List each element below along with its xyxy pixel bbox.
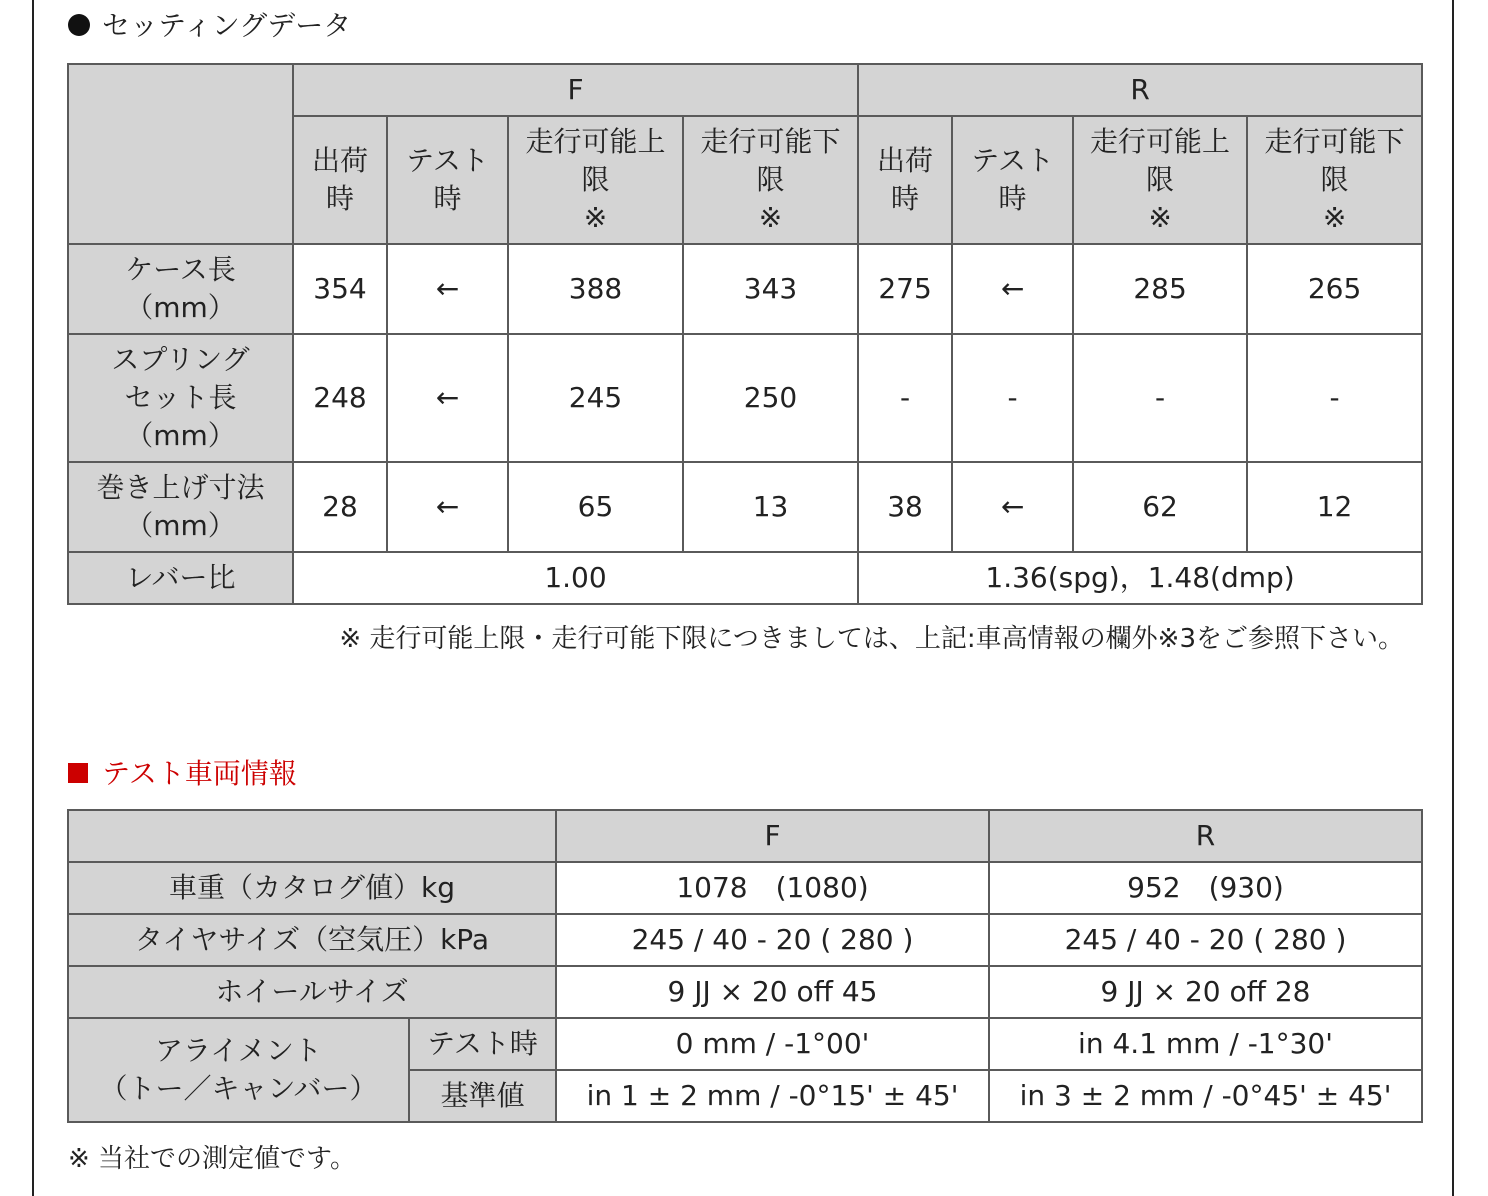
lever-ratio-f: 1.00 bbox=[293, 552, 858, 604]
setting-row-lever-ratio bbox=[68, 552, 1422, 604]
setting-data-table bbox=[67, 63, 1423, 605]
alignment-test-label: テスト時 bbox=[409, 1018, 556, 1070]
alignment-test-f: 0 mm / -1°00' bbox=[556, 1018, 989, 1070]
wheel-size-r: 9 JJ × 20 off 28 bbox=[989, 966, 1422, 1018]
vehicle-footnote: ※ 当社での測定値です。 bbox=[68, 1144, 356, 1174]
cell: 275 bbox=[858, 244, 952, 334]
row-label-preload: 巻き上げ寸法 （mm） bbox=[68, 462, 293, 552]
cell: - bbox=[858, 334, 952, 462]
cell: 388 bbox=[508, 244, 683, 334]
lever-ratio-r: 1.36(spg)，1.48(dmp) bbox=[858, 552, 1422, 604]
vehicle-col-f: F bbox=[556, 810, 989, 862]
vehicle-row-weight bbox=[68, 862, 1422, 914]
cell: 13 bbox=[683, 462, 858, 552]
cell: ← bbox=[387, 462, 508, 552]
circle-bullet-icon bbox=[68, 14, 90, 36]
setting-corner-cell bbox=[68, 64, 293, 244]
row-label-spring-set-length: スプリング セット長 （mm） bbox=[68, 334, 293, 462]
setting-row-spring-set-length bbox=[68, 334, 1422, 462]
header-r-lower-limit: 走行可能下 限 ※ bbox=[1247, 116, 1422, 244]
setting-section-title bbox=[68, 9, 352, 42]
header-f-test: テスト 時 bbox=[387, 116, 508, 244]
row-label-alignment: アライメント （トー／キャンバー） bbox=[68, 1018, 409, 1122]
vehicle-corner-cell bbox=[68, 810, 556, 862]
weight-f: 1078 (1080) bbox=[556, 862, 989, 914]
alignment-test-r: in 4.1 mm / -1°30' bbox=[989, 1018, 1422, 1070]
cell: 28 bbox=[293, 462, 387, 552]
vehicle-row-wheel-size bbox=[68, 966, 1422, 1018]
cell: - bbox=[952, 334, 1073, 462]
setting-title-text: セッティングデータ bbox=[102, 9, 352, 42]
cell: 65 bbox=[508, 462, 683, 552]
cell: 343 bbox=[683, 244, 858, 334]
cell: - bbox=[1247, 334, 1422, 462]
cell: 38 bbox=[858, 462, 952, 552]
cell: ← bbox=[387, 244, 508, 334]
header-r-shipping: 出荷 時 bbox=[858, 116, 952, 244]
cell: 12 bbox=[1247, 462, 1422, 552]
cell: - bbox=[1073, 334, 1247, 462]
alignment-standard-r: in 3 ± 2 mm / -0°45' ± 45' bbox=[989, 1070, 1422, 1122]
setting-footnote: ※ 走行可能上限・走行可能下限につきましては、上記:車高情報の欄外※3をご参照下さい。 bbox=[339, 624, 1404, 654]
cell: 250 bbox=[683, 334, 858, 462]
frame-left-border bbox=[32, 0, 34, 1196]
header-f-lower-limit: 走行可能下 限 ※ bbox=[683, 116, 858, 244]
header-f-shipping: 出荷 時 bbox=[293, 116, 387, 244]
setting-group-f: F bbox=[293, 64, 858, 116]
frame-right-border bbox=[1452, 0, 1454, 1196]
cell: 245 bbox=[508, 334, 683, 462]
row-label-tire-size: タイヤサイズ（空気圧）kPa bbox=[68, 914, 556, 966]
vehicle-title-text: テスト車両情報 bbox=[102, 757, 297, 790]
setting-row-case-length bbox=[68, 244, 1422, 334]
alignment-standard-label: 基準値 bbox=[409, 1070, 556, 1122]
header-r-upper-limit: 走行可能上 限 ※ bbox=[1073, 116, 1247, 244]
setting-row-preload bbox=[68, 462, 1422, 552]
cell: ← bbox=[952, 244, 1073, 334]
header-r-test: テスト 時 bbox=[952, 116, 1073, 244]
header-f-upper-limit: 走行可能上 限 ※ bbox=[508, 116, 683, 244]
row-label-case-length: ケース長 （mm） bbox=[68, 244, 293, 334]
wheel-size-f: 9 JJ × 20 off 45 bbox=[556, 966, 989, 1018]
cell: 248 bbox=[293, 334, 387, 462]
cell: 62 bbox=[1073, 462, 1247, 552]
cell: 265 bbox=[1247, 244, 1422, 334]
tire-size-f: 245 / 40 - 20 ( 280 ) bbox=[556, 914, 989, 966]
vehicle-row-alignment-test bbox=[68, 1018, 1422, 1070]
cell: ← bbox=[952, 462, 1073, 552]
row-label-lever-ratio: レバー比 bbox=[68, 552, 293, 604]
row-label-weight: 車重（カタログ値）kg bbox=[68, 862, 556, 914]
square-bullet-icon bbox=[68, 763, 88, 783]
cell: ← bbox=[387, 334, 508, 462]
cell: 354 bbox=[293, 244, 387, 334]
alignment-standard-f: in 1 ± 2 mm / -0°15' ± 45' bbox=[556, 1070, 989, 1122]
setting-header-row-1 bbox=[68, 64, 1422, 116]
tire-size-r: 245 / 40 - 20 ( 280 ) bbox=[989, 914, 1422, 966]
weight-r: 952 (930) bbox=[989, 862, 1422, 914]
cell: 285 bbox=[1073, 244, 1247, 334]
vehicle-col-r: R bbox=[989, 810, 1422, 862]
vehicle-header-row bbox=[68, 810, 1422, 862]
vehicle-row-tire-size bbox=[68, 914, 1422, 966]
row-label-wheel-size: ホイールサイズ bbox=[68, 966, 556, 1018]
setting-group-r: R bbox=[858, 64, 1422, 116]
vehicle-section-title bbox=[68, 757, 297, 790]
vehicle-info-table bbox=[67, 809, 1423, 1123]
